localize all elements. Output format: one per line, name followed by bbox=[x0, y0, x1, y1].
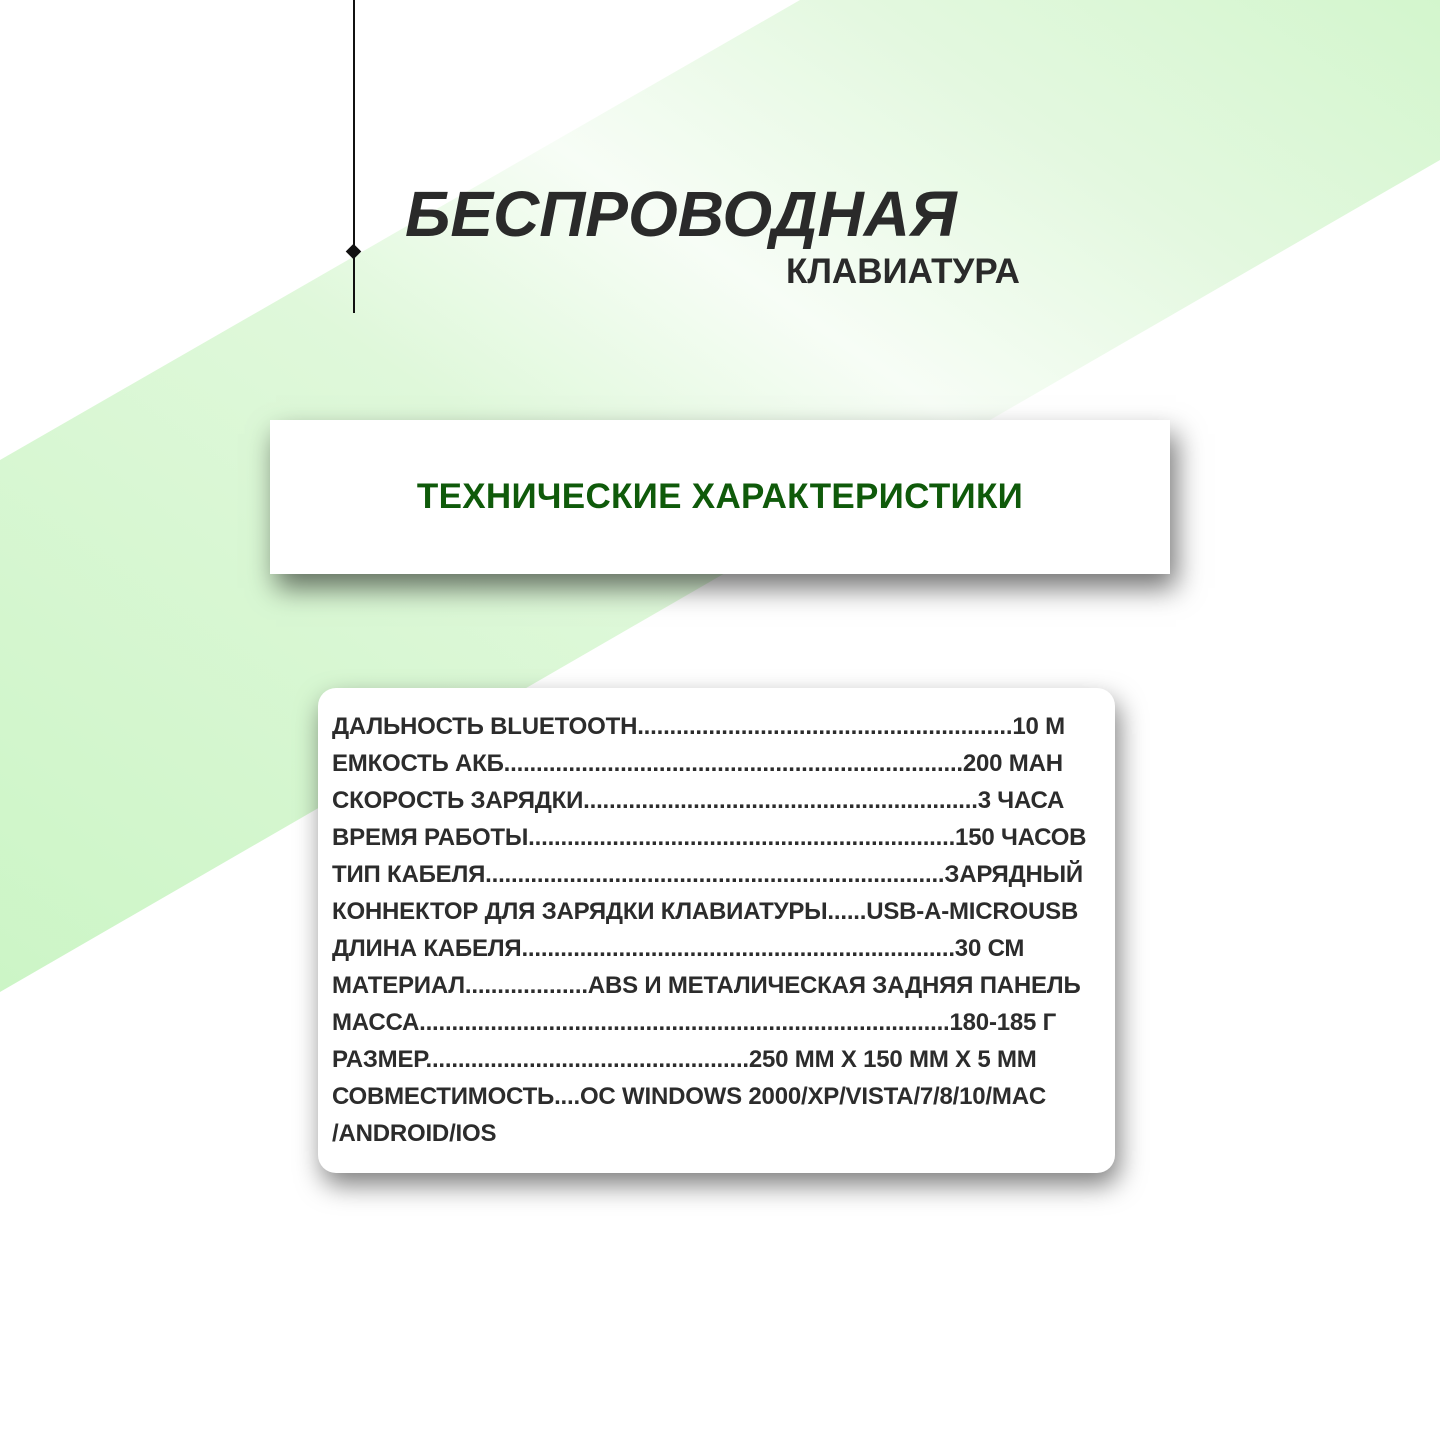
page-title: БЕСПРОВОДНАЯ bbox=[405, 178, 957, 250]
specs-heading: ТЕХНИЧЕСКИЕ ХАРАКТЕРИСТИКИ bbox=[416, 477, 1024, 516]
spec-line: ДАЛЬНОСТЬ BLUETOOTH..........................................................10 М bbox=[332, 713, 1065, 740]
page-subtitle: КЛАВИАТУРА bbox=[786, 252, 1020, 291]
vertical-divider-line bbox=[353, 0, 355, 313]
spec-line: ВРЕМЯ РАБОТЫ..................................................................150 ЧАСОВ bbox=[332, 824, 1087, 851]
spec-line: ЕМКОСТЬ АКБ.......................................................................200 МАН bbox=[332, 750, 1063, 777]
spec-line: КОННЕКТОР ДЛЯ ЗАРЯДКИ КЛАВИАТУРЫ......USB-A-MICROUSB bbox=[332, 898, 1079, 925]
spec-line: РАЗМЕР..................................................250 ММ X 150 ММ X 5 ММ bbox=[332, 1046, 1037, 1073]
specs-card bbox=[318, 688, 1115, 1173]
specs-heading-box bbox=[270, 420, 1170, 574]
spec-line: ДЛИНА КАБЕЛЯ...................................................................30 СМ bbox=[332, 935, 1025, 962]
spec-line: /ANDROID/IOS bbox=[332, 1120, 497, 1147]
spec-line: ТИП КАБЕЛЯ.......................................................................ЗАРЯДНЫЙ bbox=[332, 861, 1083, 888]
spec-line: МАССА..................................................................................180-185 Г bbox=[332, 1009, 1057, 1036]
spec-line: СОВМЕСТИМОСТЬ....ОС WINDOWS 2000/XP/VISTA/7/8/10/MAC bbox=[332, 1083, 1046, 1110]
spec-line: МАТЕРИАЛ...................ABS И МЕТАЛИЧЕСКАЯ ЗАДНЯЯ ПАНЕЛЬ bbox=[332, 972, 1081, 999]
spec-line: СКОРОСТЬ ЗАРЯДКИ.............................................................3 ЧАСА bbox=[332, 787, 1065, 814]
